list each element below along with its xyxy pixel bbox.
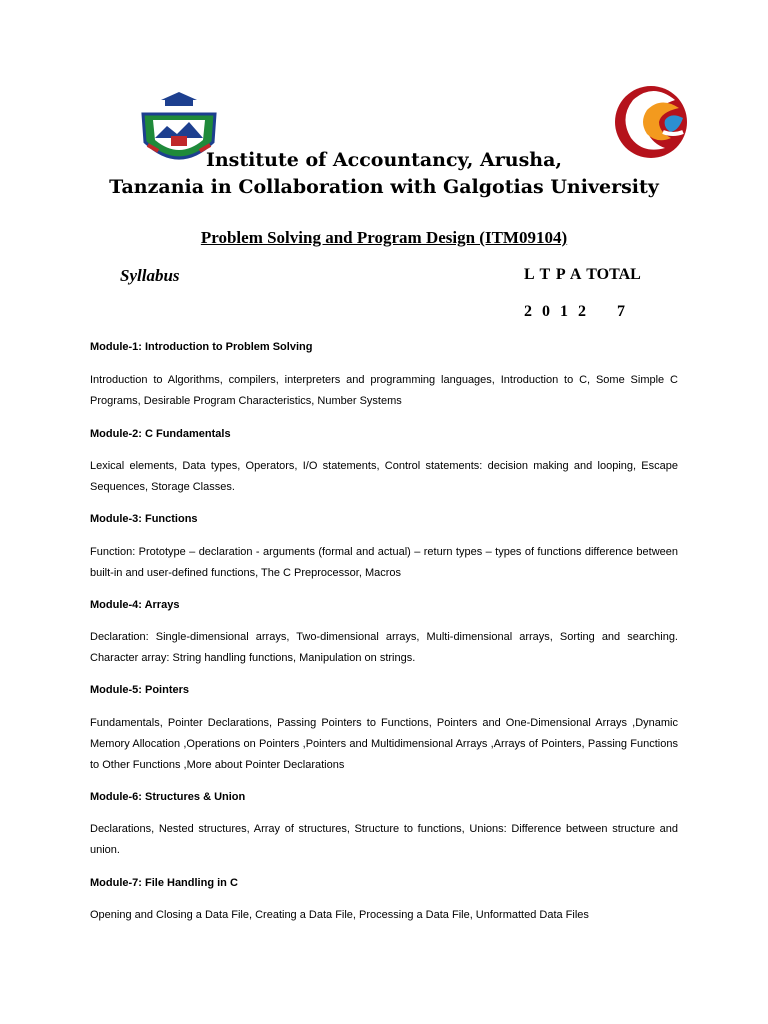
module-heading: Module-7: File Handling in C bbox=[90, 877, 238, 889]
module-body: Declaration: Single-dimensional arrays, Two-dimensional arrays, Multi-dimensional arrays, Sorting and searching. Character array: String handling functions, Manipulation on strings. bbox=[90, 631, 678, 664]
module-heading: Module-1: Introduction to Problem Solving bbox=[90, 341, 313, 353]
ltpa-header: L T P A TOTAL bbox=[524, 266, 641, 283]
module-body: Fundamentals, Pointer Declarations, Passing Pointers to Functions, Pointers and One-Dimensional Arrays ,Dynamic Memory Allocation ,Operations on Pointers ,Pointers and Multidimensional Arrays ,Arrays of Pointers, Passing Functions to Other Functions ,More about Pointer Declarations bbox=[90, 717, 678, 771]
module-heading: Module-6: Structures & Union bbox=[90, 791, 246, 803]
course-title: Problem Solving and Program Design (ITM09104) bbox=[200, 228, 568, 247]
institute-title-line1: Institute of Accountancy, Arusha, bbox=[205, 149, 563, 171]
module-body: Lexical elements, Data types, Operators, I/O statements, Control statements: decision making and looping, Escape Sequences, Storage Classes. bbox=[90, 460, 678, 493]
module-heading: Module-5: Pointers bbox=[90, 684, 190, 696]
module-body: Introduction to Algorithms, compilers, interpreters and programming languages, Introduction to C, Some Simple C Programs, Desirable Program Characteristics, Number Systems bbox=[90, 374, 678, 407]
syllabus-label: Syllabus bbox=[120, 266, 180, 285]
module-body: Opening and Closing a Data File, Creating a Data File, Processing a Data File, Unformatted Data Files bbox=[90, 909, 589, 921]
module-heading: Module-2: C Fundamentals bbox=[90, 428, 231, 440]
module-body: Function: Prototype – declaration - arguments (formal and actual) – return types – types of functions difference between built-in and user-defined functions, The C Preprocessor, Macros bbox=[90, 546, 678, 579]
module-heading: Module-3: Functions bbox=[90, 513, 198, 525]
institute-title-line2: Tanzania in Collaboration with Galgotias University bbox=[109, 176, 659, 198]
ltpa-values: 2 0 1 2 7 bbox=[524, 303, 628, 320]
module-body: Declarations, Nested structures, Array of structures, Structure to functions, Unions: Difference between structure and union. bbox=[90, 823, 678, 856]
module-heading: Module-4: Arrays bbox=[90, 599, 180, 611]
